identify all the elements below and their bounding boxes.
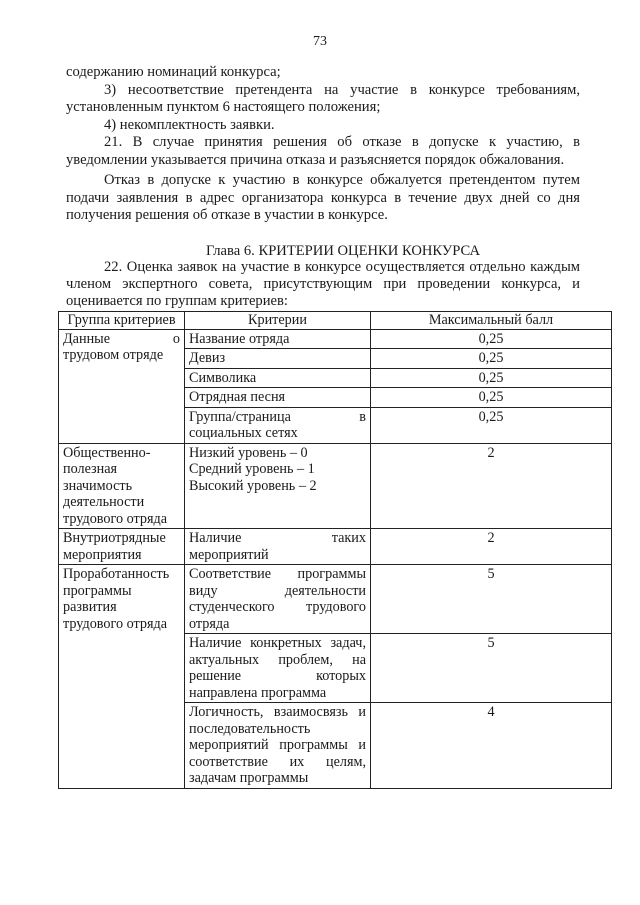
group-cell: Проработанность программы развития трудового отряда [59, 565, 185, 789]
intro-paragraph: 22. Оценка заявок на участие в конкурсе осуществляется отдельно каждым членом экспертного совета, присутствующим при проведении конкурса, и оценивается по группам критериев: [66, 259, 580, 309]
criteria-table [58, 311, 612, 789]
paragraph: Отказ в допуске к участию в конкурсе обжалуется претендентом путем подачи заявления в адрес организатора конкурса в течение двух дней со дня получения решения об отказе в участии в конкурсе. [66, 172, 580, 223]
level-line: Средний уровень – 1 [189, 461, 315, 477]
criterion-cell: Отрядная песня [185, 388, 371, 408]
criterion-cell [185, 407, 371, 443]
score-cell: 0,25 [371, 388, 612, 408]
paragraph: 4) некомплектность заявки. [104, 116, 275, 133]
table-row [59, 329, 612, 349]
table-row [59, 565, 612, 634]
criterion-line: Группа/страница в [189, 408, 366, 425]
group-cell: Внутриотрядные мероприятия [59, 529, 185, 565]
criterion-line: Наличие таких [189, 530, 366, 546]
body-text [66, 64, 580, 225]
paragraph: 21. В случае принятия решения об отказе в допуске к участию, в уведомлении указывается причина отказа и разъясняется порядок обжалования. [66, 134, 580, 168]
criterion-cell [185, 529, 371, 565]
criterion-cell: Логичность, взаимосвязь и последовательность мероприятий программы и соответствие их целям, задачам программы [185, 703, 371, 789]
table-row [59, 443, 612, 529]
criterion-cell: Соответствие программы виду деятельности студенческого трудового отряда [185, 565, 371, 634]
score-cell: 0,25 [371, 368, 612, 388]
group-cell [59, 329, 185, 443]
criterion-cell: Девиз [185, 349, 371, 369]
score-cell: 0,25 [371, 329, 612, 349]
table-header-row [59, 312, 612, 330]
score-cell: 5 [371, 634, 612, 703]
group-name-line: трудовом отряде [63, 347, 164, 363]
chapter-title: Глава 6. КРИТЕРИИ ОЦЕНКИ КОНКУРСА [205, 243, 481, 259]
criterion-cell: Символика [185, 368, 371, 388]
score-cell: 2 [371, 443, 612, 529]
criterion-line: социальных сетях [189, 425, 298, 441]
column-header: Группа критериев [59, 312, 185, 330]
score-cell: 0,25 [371, 407, 612, 443]
page-number: 73 [313, 34, 327, 49]
paragraph: содержанию номинаций конкурса; [66, 64, 281, 80]
table-row [59, 529, 612, 565]
level-line: Низкий уровень – 0 [189, 444, 308, 461]
column-header: Максимальный балл [371, 312, 612, 330]
score-cell: 4 [371, 703, 612, 789]
criterion-cell: Название отряда [185, 329, 371, 349]
group-name-line: Данные о [63, 330, 180, 347]
criterion-cell [185, 443, 371, 529]
level-line: Высокий уровень – 2 [189, 477, 317, 494]
score-cell: 0,25 [371, 349, 612, 369]
group-cell: Общественно-полезная значимость деятельности трудового отряда [59, 443, 185, 529]
score-cell: 2 [371, 529, 612, 565]
criterion-line: мероприятий [189, 546, 269, 563]
paragraph: 3) несоответствие претендента на участие в конкурсе требованиям, установленным пунктом 6 настоящего положения; [66, 81, 580, 115]
column-header: Критерии [185, 312, 371, 330]
score-cell: 5 [371, 565, 612, 634]
criterion-cell: Наличие конкретных задач, актуальных проблем, на решение которых направлена программа [185, 634, 371, 703]
